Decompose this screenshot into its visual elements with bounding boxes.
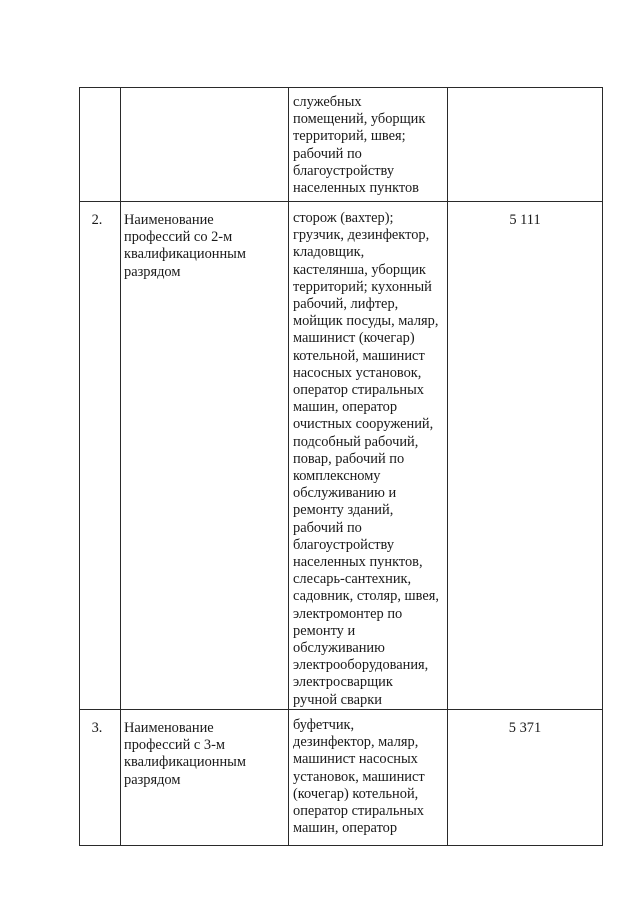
row-number-cell (80, 88, 121, 202)
table-row (80, 88, 603, 202)
professions-list: сторож (вахтер); грузчик, дезинфектор, кладовщик, кастелянша, уборщик территорий; кухонный рабочий, лифтер, мойщик посуды, маляр, машинист (кочегар) котельной, машинист насосных установок, оператор стиральных машин, оператор очистных сооружений, подсобный рабочий, повар, рабочий по комплексному обслуживанию и ремонту зданий, рабочий по благоустройству населенных пунктов, слесарь-сантехник, садовник, столяр, швея, электромонтер по ремонту и обслуживанию электрооборудования, электросварщик ручной сварки (293, 210, 439, 708)
professions-list-cell (289, 88, 448, 202)
professions-list-cell (289, 202, 448, 710)
table-row (80, 202, 603, 710)
salary-cell (448, 88, 603, 202)
row-number-cell (80, 709, 121, 845)
qualification-name-cell (121, 709, 289, 845)
professions-list-cell (289, 709, 448, 845)
qualification-name-cell (121, 202, 289, 710)
salary-cell (448, 709, 603, 845)
row-number: 3. (91, 719, 103, 736)
row-number: 2. (91, 212, 103, 228)
table-row (80, 709, 603, 845)
salary-cell (448, 202, 603, 710)
qualification-name-cell (121, 88, 289, 202)
salary-value: 5 111 (509, 212, 541, 228)
row-number-cell (80, 202, 121, 710)
professions-list: буфетчик, дезинфектор, маляр, машинист насосных установок, машинист (кочегар) котельной, оператор стиральных машин, оператор (293, 716, 425, 837)
qualification-name: Наименование профессий со 2-м квалификационным разрядом (124, 212, 246, 280)
professions-table (79, 87, 603, 846)
professions-list: служебных помещений, уборщик территорий, швея; рабочий по благоустройству населенных пунктов (293, 94, 426, 197)
salary-value: 5 371 (508, 719, 542, 736)
qualification-name: Наименование профессий с 3-м квалификационным разрядом (124, 719, 246, 788)
